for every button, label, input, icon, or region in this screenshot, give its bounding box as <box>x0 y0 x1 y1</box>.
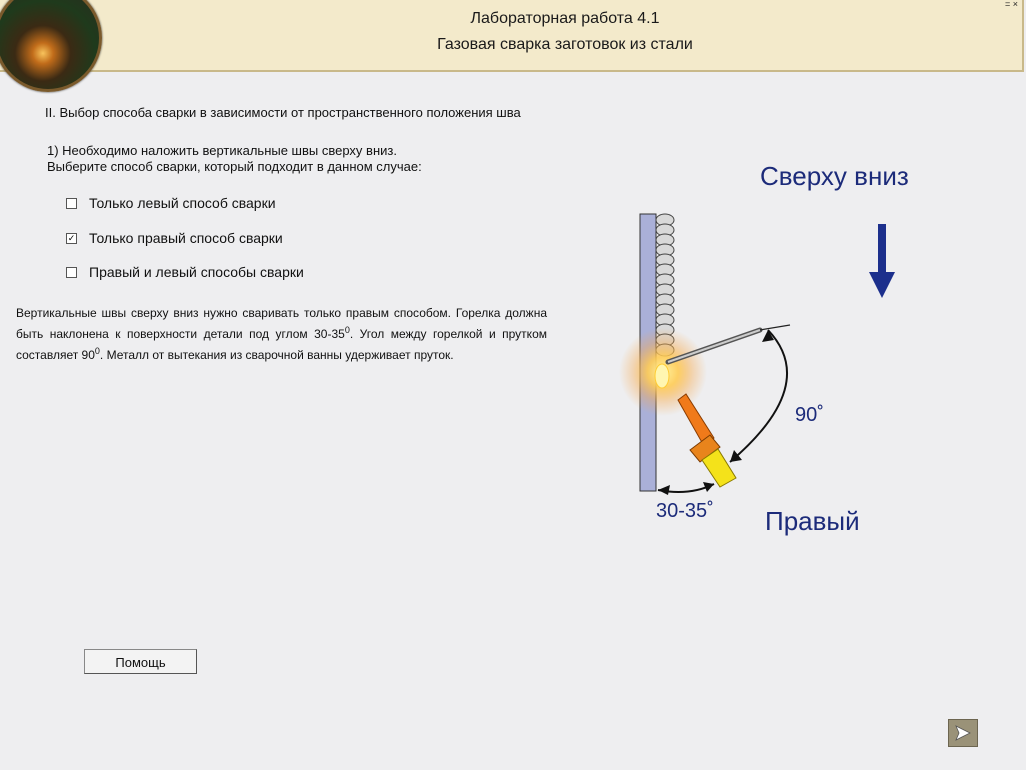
next-button[interactable] <box>948 719 978 747</box>
degree-sup-2: 0 <box>94 346 100 356</box>
lab-subtitle: Газовая сварка заготовок из стали <box>437 36 693 53</box>
lab-title: Лабораторная работа 4.1 <box>470 10 660 27</box>
option-label: Только правый способ сварки <box>89 230 283 246</box>
rod-guide-line <box>760 325 790 330</box>
degree-sup-1: 0 <box>344 325 350 335</box>
play-arrow-icon <box>949 720 977 746</box>
welding-diagram <box>600 150 920 510</box>
angle-30-label: 30-35˚ <box>656 500 714 522</box>
option-label: Только левый способ сварки <box>89 195 276 211</box>
direction-label: Сверху вниз <box>760 161 909 191</box>
section-title: II. Выбор способа сварки в зависимости от пространственного положения шва <box>45 105 521 120</box>
help-button[interactable]: Помощь <box>84 649 197 674</box>
question-line-2: Выберите способ сварки, который подходит в данном случае: <box>47 159 422 174</box>
explanation-part-1: Вертикальные швы сверху вниз нужно сваривать только правым способом. Горелка должна быть наклонена к поверхности детали под углом 30-35 <box>16 306 547 341</box>
option-label: Правый и левый способы сварки <box>89 264 304 280</box>
option-left-only[interactable] <box>66 195 276 211</box>
explanation-part-2: . Угол между горелкой и прутком составляет 90 <box>16 327 547 362</box>
explanation-text <box>16 305 547 364</box>
window-controls[interactable]: = × <box>1004 0 1018 9</box>
direction-arrow-shaft <box>878 224 886 274</box>
angle-90-label: 90˚ <box>795 404 824 426</box>
explanation-part-3: . Металл от вытекания из сварочной ванны удерживает пруток. <box>99 348 454 362</box>
checkbox-right-only[interactable]: ✓ <box>67 232 76 243</box>
angle-90-arc <box>730 330 787 462</box>
question-line-1: 1) Необходимо наложить вертикальные швы сверху вниз. <box>47 143 397 158</box>
option-right-and-left[interactable] <box>66 264 304 280</box>
method-label: Правый <box>765 506 860 536</box>
checkbox-left-only[interactable] <box>66 198 77 209</box>
direction-arrow-head <box>869 272 895 298</box>
checkbox-right-and-left[interactable] <box>66 267 77 278</box>
option-right-only[interactable] <box>66 230 283 246</box>
flame <box>655 364 669 388</box>
